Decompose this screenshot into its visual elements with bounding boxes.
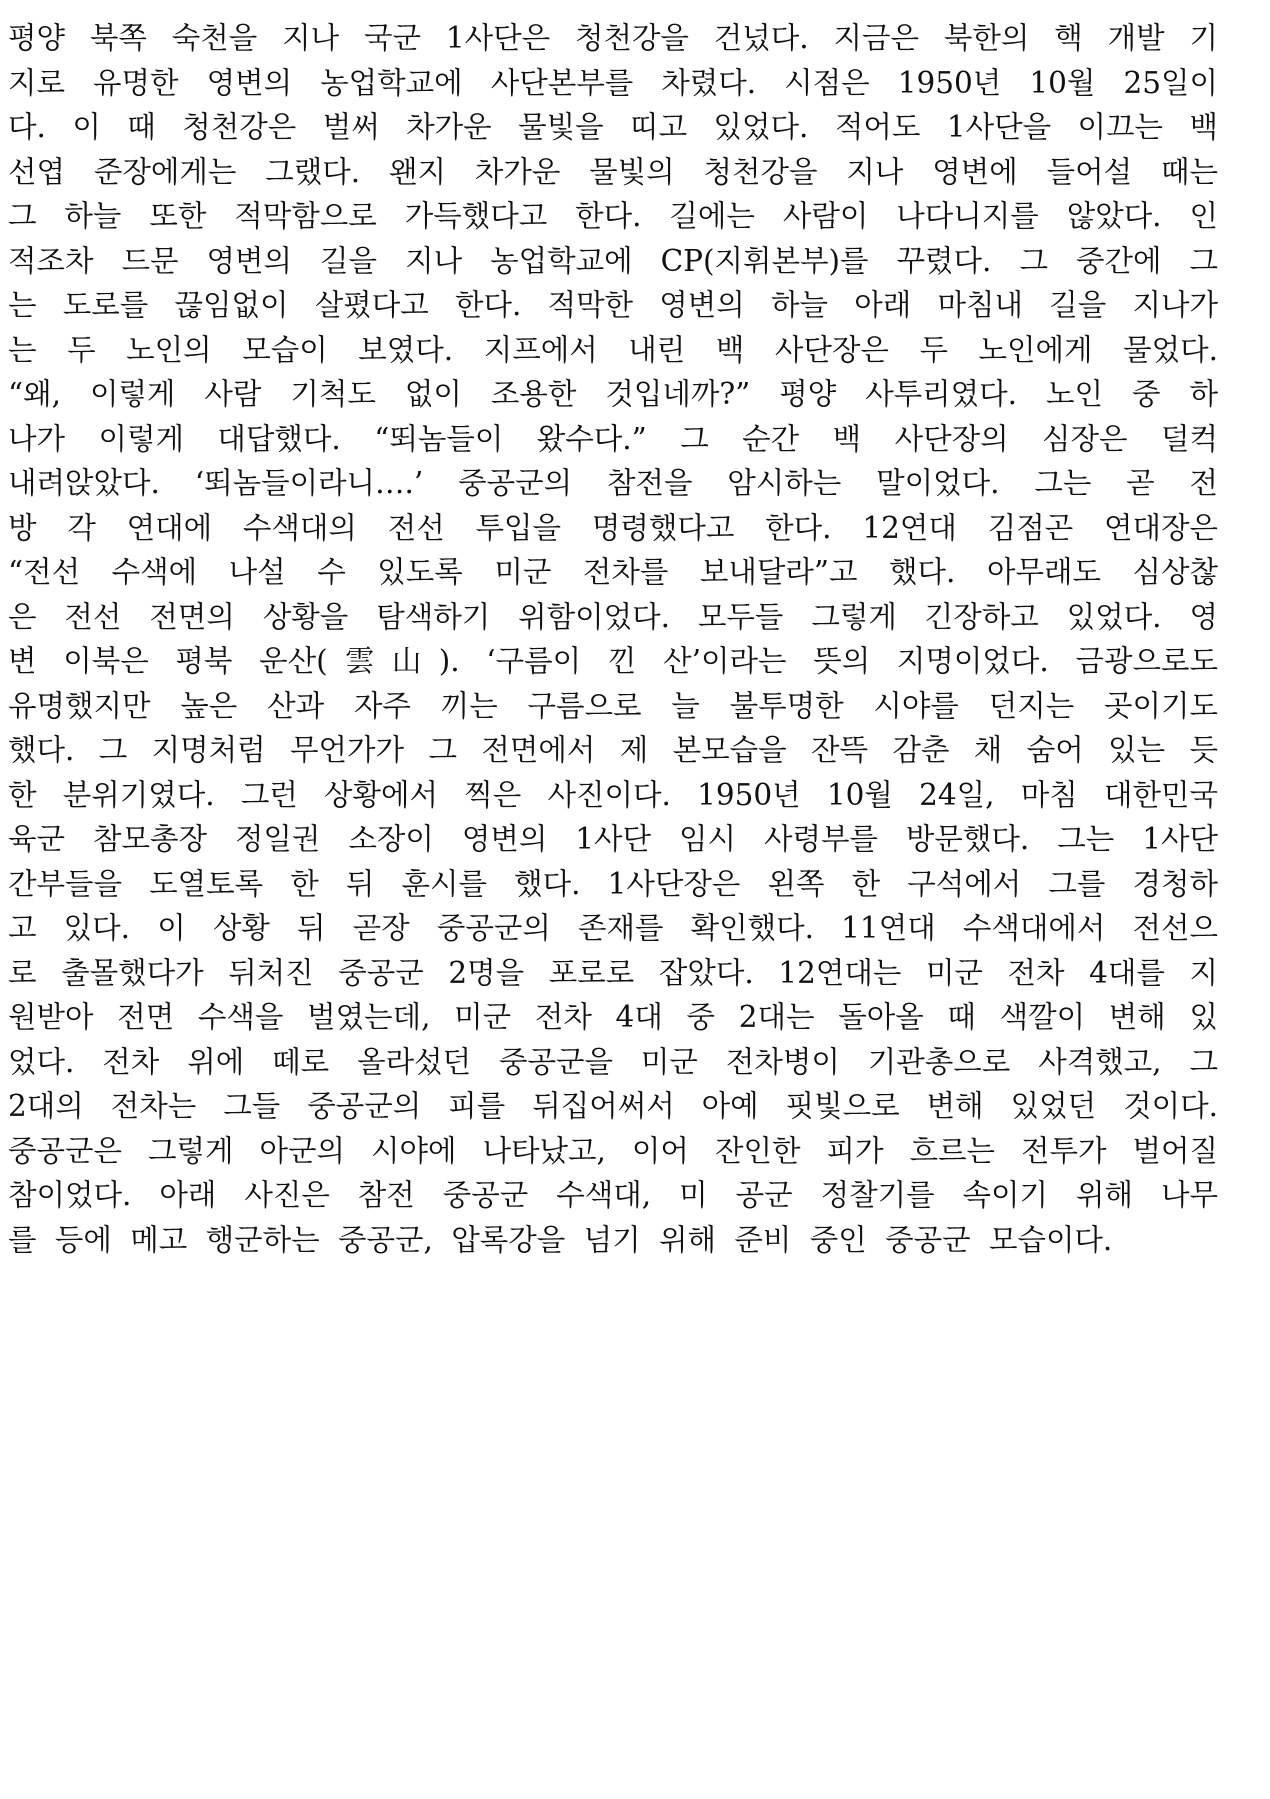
text-line: 로 출몰했다가 뒤처진 중공군 2명을 포로로 잡았다. 12연대는 미군 전차 4대를 지 — [8, 955, 1218, 990]
text-line: 은 전선 전면의 상황을 탐색하기 위함이었다. 모두들 그렇게 긴장하고 있었다. 영 — [8, 599, 1218, 634]
text-line: 내려앉았다. ‘뙤놈들이라니….’ 중공군의 참전을 암시하는 말이었다. 그는 곧 전 — [8, 466, 1218, 500]
text-line: 참이었다. 아래 사진은 참전 중공군 수색대, 미 공군 정찰기를 속이기 위해 나무 — [8, 1178, 1218, 1212]
text-line: 육군 참모총장 정일권 소장이 영변의 1사단 임시 사령부를 방문했다. 그는 1사단 — [8, 822, 1218, 856]
document-body — [8, 16, 1218, 1262]
text-line: 를 등에 메고 행군하는 중공군, 압록강을 넘기 위해 준비 중인 중공군 모습이다. — [8, 1222, 1113, 1257]
text-line: 는 도로를 끊임없이 살폈다고 한다. 적막한 영변의 하늘 아래 마침내 길을 지나가 — [8, 288, 1218, 322]
text-line: “왜, 이렇게 사람 기척도 없이 조용한 것입네까?” 평양 사투리였다. 노인 중 하 — [8, 377, 1218, 411]
text-line: 방 각 연대에 수색대의 전선 투입을 명령했다고 한다. 12연대 김점곤 연대장은 — [8, 510, 1218, 545]
text-line: 선엽 준장에게는 그랬다. 왠지 차가운 물빛의 청천강을 지나 영변에 들어설 때는 — [8, 154, 1218, 189]
text-line: 지로 유명한 영변의 농업학교에 사단본부를 차렸다. 시점은 1950년 10월 25일이 — [8, 65, 1218, 100]
text-line: 평양 북쪽 숙천을 지나 국군 1사단은 청천강을 건넜다. 지금은 북한의 핵 개발 기 — [8, 21, 1218, 55]
text-line: 그 하늘 또한 적막함으로 가득했다고 한다. 길에는 사람이 나다니지를 않았다. 인 — [8, 199, 1218, 233]
text-line: 간부들을 도열토록 한 뒤 훈시를 했다. 1사단장은 왼쪽 한 구석에서 그를 경청하 — [8, 866, 1218, 901]
text-line: 중공군은 그렇게 아군의 시야에 나타났고, 이어 잔인한 피가 흐르는 전투가 벌어질 — [8, 1133, 1218, 1168]
text-line: 다. 이 때 청천강은 벌써 차가운 물빛을 띠고 있었다. 적어도 1사단을 이끄는 백 — [8, 110, 1218, 144]
text-line: 변 이북은 평북 운산(雲山). ‘구름이 낀 산’이라는 뜻의 지명이었다. 금광으로도 — [8, 644, 1218, 678]
text-line: 원받아 전면 수색을 벌였는데, 미군 전차 4대 중 2대는 돌아올 때 색깔이 변해 있 — [8, 1000, 1218, 1034]
text-line: 2대의 전차는 그들 중공군의 피를 뒤집어써서 아예 핏빛으로 변해 있었던 것이다. — [8, 1089, 1218, 1123]
text-line: 었다. 전차 위에 떼로 올라섰던 중공군을 미군 전차병이 기관총으로 사격했고, 그 — [8, 1044, 1218, 1079]
text-line: 한 분위기였다. 그런 상황에서 찍은 사진이다. 1950년 10월 24일, 마침 대한민국 — [8, 777, 1218, 812]
text-line: 고 있다. 이 상황 뒤 곧장 중공군의 존재를 확인했다. 11연대 수색대에서 전선으 — [8, 911, 1218, 945]
text-line: 는 두 노인의 모습이 보였다. 지프에서 내린 백 사단장은 두 노인에게 물었다. — [8, 332, 1218, 367]
text-line: 나가 이렇게 대답했다. “뙤놈들이 왔수다.” 그 순간 백 사단장의 심장은 덜컥 — [8, 421, 1218, 456]
text-line: 적조차 드문 영변의 길을 지나 농업학교에 CP(지휘본부)를 꾸렸다. 그 중간에 그 — [8, 243, 1218, 278]
text-line: “전선 수색에 나설 수 있도록 미군 전차를 보내달라”고 했다. 아무래도 심상찮 — [8, 555, 1218, 589]
text-line: 유명했지만 높은 산과 자주 끼는 구름으로 늘 불투명한 시야를 던지는 곳이기도 — [8, 688, 1218, 723]
text-line: 했다. 그 지명처럼 무언가가 그 전면에서 제 본모습을 잔뜩 감춘 채 숨어 있는 듯 — [8, 733, 1218, 767]
